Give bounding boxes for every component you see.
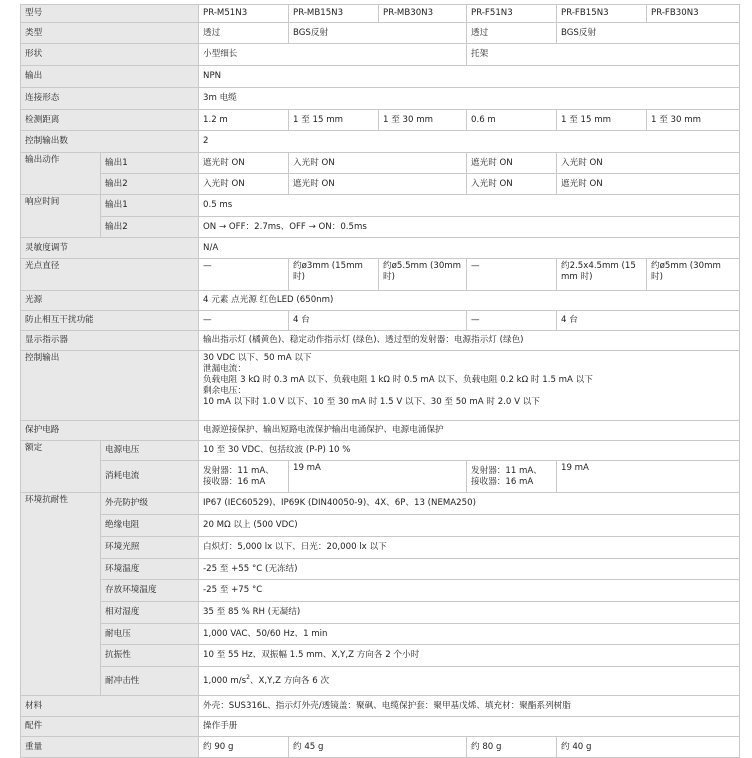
row-distance [21, 110, 740, 131]
row-label: 配件 [21, 717, 199, 737]
row-env [21, 645, 740, 667]
indicator-cell: 输出指示灯 (橘黄色)、稳定动作指示灯 (绿色)、透过型的发射器：电源指示灯 (绿色) [199, 331, 740, 351]
spot-cell: 约ø5mm (30mm 时) [647, 259, 740, 291]
current-cell: 19 mA [289, 461, 467, 493]
env-cell: 20 MΩ 以上 (500 VDC) [199, 515, 740, 537]
env-cell: -25 至 +55 °C (无冻结) [199, 559, 740, 580]
sub-label: 外壳防护级 [101, 493, 199, 515]
connection-cell: 3m 电缆 [199, 88, 740, 110]
current-cell [467, 461, 557, 493]
model-cell: PR-MB15N3 [289, 5, 379, 23]
interference-cell: — [199, 311, 289, 331]
env-cell: 10 至 55 Hz、双振幅 1.5 mm、X,Y,Z 方向各 2 个小时 [199, 645, 740, 667]
spot-cell: — [199, 259, 289, 291]
action-cell: 遮光时 ON [467, 153, 557, 174]
row-indicator [21, 331, 740, 351]
row-model [21, 5, 740, 23]
type-cell: BGS反射 [557, 23, 740, 44]
model-cell: PR-FB30N3 [647, 5, 740, 23]
interference-cell: — [467, 311, 557, 331]
row-label: 光点直径 [21, 259, 199, 291]
shape-cell: 托架 [467, 44, 740, 66]
sub-label: 输出1 [101, 153, 199, 174]
sub-label: 输出1 [101, 195, 199, 217]
shape-cell: 小型细长 [199, 44, 467, 66]
sub-label: 耐电压 [101, 624, 199, 645]
action-cell: 遮光时 ON [557, 174, 740, 195]
control-outputs-cell: 2 [199, 131, 740, 153]
row-output-action-1 [21, 153, 740, 174]
superscript: 2 [246, 673, 250, 681]
model-cell: PR-FB15N3 [557, 5, 647, 23]
accessory-cell: 操作手册 [199, 717, 740, 737]
spot-cell: — [467, 259, 557, 291]
model-cell: PR-F51N3 [467, 5, 557, 23]
text-line: 发射器：11 mA、 [471, 465, 542, 476]
action-cell: 入光时 ON [199, 174, 289, 195]
row-label: 环境抗耐性 [21, 493, 101, 696]
weight-cell: 约 90 g [199, 737, 289, 758]
distance-cell: 1 至 15 mm [557, 110, 647, 131]
sub-label: 环境光照 [101, 537, 199, 559]
type-cell: BGS反射 [289, 23, 467, 44]
row-light-source [21, 291, 740, 311]
env-cell: 白炽灯：5,000 lx 以下、日光：20,000 lx 以下 [199, 537, 740, 559]
env-cell: 35 至 85 % RH (无凝结) [199, 602, 740, 624]
env-cell: 1,000 VAC、50/60 Hz、1 min [199, 624, 740, 645]
row-env [21, 537, 740, 559]
row-label: 检测距离 [21, 110, 199, 131]
row-label: 控制输出数 [21, 131, 199, 153]
sub-label: 抗振性 [101, 645, 199, 667]
sub-label: 绝缘电阻 [101, 515, 199, 537]
row-weight [21, 737, 740, 758]
interference-cell: 4 台 [557, 311, 740, 331]
specification-table [20, 4, 740, 758]
row-label: 灵敏度调节 [21, 238, 199, 259]
distance-cell: 1 至 15 mm [289, 110, 379, 131]
text-line: 接收器：16 mA [203, 476, 266, 487]
row-env [21, 515, 740, 537]
row-env [21, 667, 740, 696]
row-env [21, 602, 740, 624]
row-spot [21, 259, 740, 291]
action-cell: 遮光时 ON [289, 174, 467, 195]
row-label: 类型 [21, 23, 199, 44]
row-label: 连接形态 [21, 88, 199, 110]
row-label: 响应时间 [21, 195, 101, 238]
response-cell: ON → OFF：2.7ms、OFF → ON：0.5ms [199, 217, 740, 238]
row-rating-current [21, 461, 740, 493]
row-env [21, 493, 740, 515]
type-cell: 透过 [467, 23, 557, 44]
row-label: 显示指示器 [21, 331, 199, 351]
text-line: 负载电阻 3 kΩ 时 0.3 mA 以下、负载电阻 1 kΩ 时 0.5 mA 以下、负载电阻 0.2 kΩ 时 1.5 mA 以下 [203, 375, 593, 385]
sub-label: 相对湿度 [101, 602, 199, 624]
action-cell: 入光时 ON [467, 174, 557, 195]
text-line: 30 VDC 以下、50 mA 以下 [203, 353, 312, 363]
row-label: 输出 [21, 66, 199, 88]
row-label: 额定 [21, 441, 101, 493]
row-label: 输出动作 [21, 153, 101, 195]
row-shape [21, 44, 740, 66]
weight-cell: 约 45 g [289, 737, 467, 758]
env-cell: IP67 (IEC60529)、IP69K (DIN40050-9)、4X、6P、13 (NEMA250) [199, 493, 740, 515]
row-env [21, 559, 740, 580]
weight-cell: 约 80 g [467, 737, 557, 758]
row-label: 控制输出 [21, 351, 199, 421]
row-label: 材料 [21, 696, 199, 717]
current-cell: 19 mA [557, 461, 740, 493]
control-output-cell [199, 351, 740, 421]
row-label: 重量 [21, 737, 199, 758]
sub-label: 消耗电流 [101, 461, 199, 493]
current-cell [199, 461, 289, 493]
env-cell [199, 667, 740, 696]
material-cell: 外壳：SUS316L、指示灯外壳/透镜盖：聚砜、电缆保护套：聚甲基戊烯、填充材：聚酯系列树脂 [199, 696, 740, 717]
row-response-1 [21, 195, 740, 217]
text-line: 接收器：16 mA [471, 476, 534, 487]
sub-label: 电源电压 [101, 441, 199, 461]
row-output-action-2 [21, 174, 740, 195]
model-cell: PR-MB30N3 [379, 5, 467, 23]
sub-label: 输出2 [101, 217, 199, 238]
text-line: 发射器：11 mA、 [203, 465, 274, 476]
distance-cell: 1.2 m [199, 110, 289, 131]
distance-cell: 1 至 30 mm [647, 110, 740, 131]
interference-cell: 4 台 [289, 311, 467, 331]
distance-cell: 1 至 30 mm [379, 110, 467, 131]
sub-label: 存放环境温度 [101, 580, 199, 602]
row-type [21, 23, 740, 44]
row-rating-voltage [21, 441, 740, 461]
row-label: 型号 [21, 5, 199, 23]
env-value-suffix: 、X,Y,Z 方向各 6 次 [249, 675, 330, 686]
row-accessory [21, 717, 740, 737]
sub-label: 耐冲击性 [101, 667, 199, 696]
text-line: 剩余电压： [203, 386, 246, 396]
row-material [21, 696, 740, 717]
distance-cell: 0.6 m [467, 110, 557, 131]
row-response-2 [21, 217, 740, 238]
action-cell: 入光时 ON [557, 153, 740, 174]
weight-cell: 约 40 g [557, 737, 740, 758]
row-control-outputs [21, 131, 740, 153]
response-cell: 0.5 ms [199, 195, 740, 217]
row-output [21, 66, 740, 88]
row-label: 防止相互干扰功能 [21, 311, 199, 331]
voltage-cell: 10 至 30 VDC、包括纹波 (P-P) 10 % [199, 441, 740, 461]
row-label: 光源 [21, 291, 199, 311]
env-cell: -25 至 +75 °C [199, 580, 740, 602]
row-env [21, 580, 740, 602]
sensitivity-cell: N/A [199, 238, 740, 259]
model-cell: PR-M51N3 [199, 5, 289, 23]
action-cell: 入光时 ON [289, 153, 467, 174]
env-value: 1,000 m/s [203, 675, 247, 686]
row-sensitivity [21, 238, 740, 259]
row-interference [21, 311, 740, 331]
sub-label: 环境温度 [101, 559, 199, 580]
action-cell: 遮光时 ON [199, 153, 289, 174]
text-line: 泄漏电流： [203, 364, 246, 374]
protection-cell: 电源逆接保护、输出短路电流保护输出电涌保护、电源电涌保护 [199, 421, 740, 441]
spot-cell: 约2.5x4.5mm (15 mm 时) [557, 259, 647, 291]
light-source-cell: 4 元素 点光源 红色LED (650nm) [199, 291, 740, 311]
spot-cell: 约ø5.5mm (30mm 时) [379, 259, 467, 291]
row-protection [21, 421, 740, 441]
row-env [21, 624, 740, 645]
spot-cell: 约ø3mm (15mm 时) [289, 259, 379, 291]
output-cell: NPN [199, 66, 740, 88]
row-connection [21, 88, 740, 110]
row-label: 形状 [21, 44, 199, 66]
row-control-output [21, 351, 740, 421]
type-cell: 透过 [199, 23, 289, 44]
sub-label: 输出2 [101, 174, 199, 195]
text-line: 10 mA 以下时 1.0 V 以下、10 至 30 mA 时 1.5 V 以下、30 至 50 mA 时 2.0 V 以下 [203, 397, 540, 407]
row-label: 保护电路 [21, 421, 199, 441]
